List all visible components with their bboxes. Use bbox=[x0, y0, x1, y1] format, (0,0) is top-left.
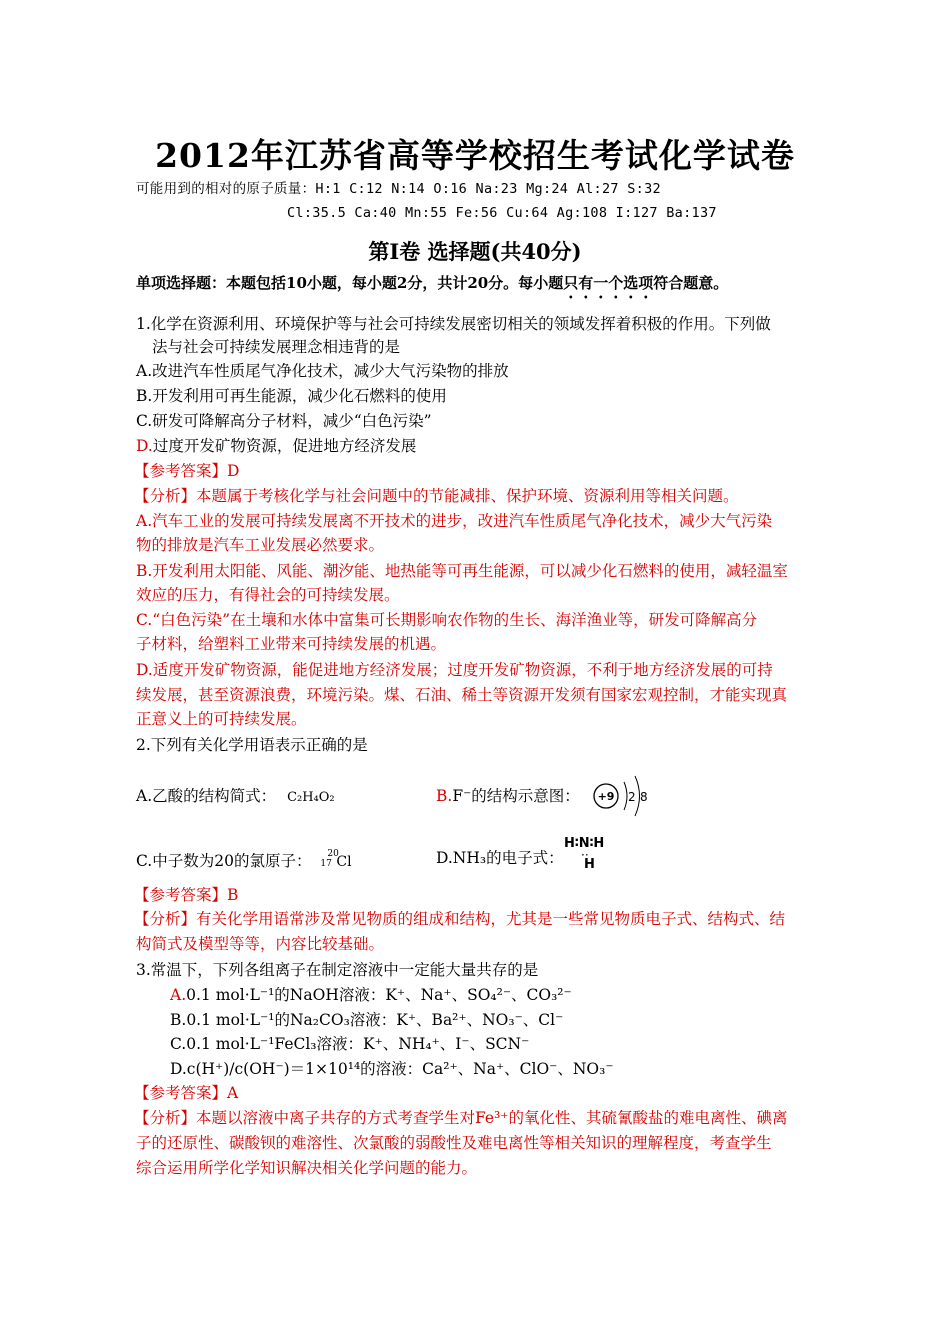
q3-option-b: B.0.1 mol·L⁻¹的Na₂CO₃溶液：K⁺、Ba²⁺、NO₃⁻、Cl⁻ bbox=[170, 1011, 564, 1029]
q1-answer: 【参考答案】D bbox=[134, 462, 240, 480]
q3-analysis-label: 【分析】 bbox=[134, 1109, 197, 1127]
q3-answer: 【参考答案】A bbox=[134, 1084, 239, 1102]
q1-option-a: A.改进汽车性质尾气净化技术，减少大气污染物的排放 bbox=[136, 362, 509, 380]
shell-arc-2 bbox=[635, 776, 640, 816]
q2-analysis-label: 【分析】 bbox=[134, 910, 197, 928]
q1-option-d bbox=[136, 434, 416, 458]
q1-explain-a-2: 物的排放是汽车工业发展必然要求。 bbox=[136, 536, 385, 554]
q2-option-c-text: C.中子数为20的氯原子： bbox=[136, 852, 312, 870]
section-title: 第I卷 选择题(共40分) bbox=[368, 239, 582, 264]
q1-explain-c-1: C.“白色污染”在土壤和水体中富集可长期影响农作物的生长、海洋渔业等，研发可降解高分 bbox=[136, 611, 758, 629]
q1-explain-c-2: 子材料，给塑料工业带来可持续发展的机遇。 bbox=[136, 635, 447, 653]
q1-stem-1: 1.化学在资源利用、环境保护等与社会可持续发展密切相关的领域发挥着积极的作用。下列做 bbox=[136, 315, 771, 333]
fluoride-structure-diagram bbox=[588, 772, 658, 820]
q3-option-c: C.0.1 mol·L⁻¹FeCl₃溶液：K⁺、NH₄⁺、I⁻、SCN⁻ bbox=[170, 1035, 530, 1053]
q1-analysis bbox=[134, 484, 739, 508]
q3-stem: 3.常温下，下列各组离子在制定溶液中一定能大量共存的是 bbox=[136, 961, 539, 979]
nh3-top-row: H∶N∶H bbox=[564, 836, 605, 851]
nuclide-symbol: Cl bbox=[336, 854, 352, 870]
nuclide-superscript: 20 bbox=[327, 849, 339, 859]
atomic-masses-line-1: 可能用到的相对的原子质量：H:1 C:12 N:14 O:16 Na:23 Mg:24 Al:27 S:32 bbox=[136, 181, 661, 197]
q2-option-b-letter: B. bbox=[436, 787, 453, 805]
q1-explain-b-2: 效应的压力，有得社会的可持续发展。 bbox=[136, 586, 400, 604]
q3-analysis-3: 综合运用所学化学知识解决相关化学问题的能力。 bbox=[136, 1159, 478, 1177]
q1-explain-d-3: 正意义上的可持续发展。 bbox=[136, 710, 307, 728]
shell-arc-1 bbox=[624, 782, 627, 810]
instruction-emphasis: 只有一个选项 bbox=[563, 274, 654, 292]
q3-analysis-2: 子的还原性、碳酸钡的难溶性、次氯酸的弱酸性及难电离性等相关知识的理解程度，考查学生 bbox=[136, 1134, 772, 1152]
q1-explain-b-1: B.开发利用太阳能、风能、潮汐能、地热能等可再生能源，可以减少化石燃料的使用，减轻温室 bbox=[136, 562, 788, 580]
instruction-suffix: 符合题意。 bbox=[653, 274, 729, 292]
q1-option-d-letter: D. bbox=[136, 437, 153, 455]
shell-2-count: 8 bbox=[640, 790, 648, 804]
nh3-electron-formula bbox=[564, 836, 624, 872]
q3-analysis-1 bbox=[134, 1106, 788, 1130]
q2-option-b bbox=[436, 784, 580, 808]
q1-explain-a-1: A.汽车工业的发展可持续发展离不开技术的进步，改进汽车性质尾气净化技术，减少大气污染 bbox=[136, 512, 773, 530]
page-title: 2012年江苏省高等学校招生考试化学试卷 bbox=[155, 136, 795, 175]
q2-answer: 【参考答案】B bbox=[134, 886, 239, 904]
q3-analysis-text: 本题以溶液中离子共存的方式考查学生对Fe³⁺的氧化性、其硫氰酸盐的难电离性、碘离 bbox=[196, 1109, 788, 1127]
shell-1-count: 2 bbox=[628, 790, 636, 804]
nuclide-subscript: 17 bbox=[320, 859, 332, 869]
q1-explain-d-1: D.适度开发矿物资源，能促进地方经济发展；过度开发矿物资源，不利于地方经济发展的可持 bbox=[136, 661, 773, 679]
atomic-masses-line-2: Cl:35.5 Ca:40 Mn:55 Fe:56 Cu:64 Ag:108 I:127 Ba:137 bbox=[287, 205, 717, 221]
q2-analysis-1 bbox=[134, 907, 785, 931]
nh3-dots: ·· bbox=[581, 848, 589, 862]
nh3-bottom-h: H bbox=[584, 857, 595, 872]
q1-option-b: B.开发利用可再生能源，减少化石燃料的使用 bbox=[136, 387, 447, 405]
q1-explain-d-2: 续发展，甚至资源浪费，环境污染。煤、石油、稀土等资源开发须有国家宏观控制，才能实现真 bbox=[136, 686, 788, 704]
q3-option-a-letter: A. bbox=[170, 986, 187, 1004]
q3-option-d: D.c(H⁺)/c(OH⁻)＝1×10¹⁴的溶液：Ca²⁺、Na⁺、ClO⁻、NO₃⁻ bbox=[170, 1060, 614, 1078]
nucleus-charge: +9 bbox=[597, 790, 615, 803]
q2-analysis-2: 构简式及模型等等，内容比较基础。 bbox=[136, 935, 385, 953]
q1-stem-2: 法与社会可持续发展理念相违背的是 bbox=[152, 338, 401, 356]
q2-option-a-text: A.乙酸的结构简式： bbox=[136, 787, 277, 805]
q2-option-d: D.NH₃的电子式： bbox=[436, 849, 564, 867]
q1-option-d-text: 过度开发矿物资源，促进地方经济发展 bbox=[152, 437, 417, 455]
nuclide-notation bbox=[320, 846, 339, 869]
q3-option-a bbox=[170, 983, 572, 1007]
q2-option-c bbox=[136, 846, 352, 874]
instruction bbox=[136, 271, 728, 302]
q2-option-a-formula: C₂H₄O₂ bbox=[287, 790, 335, 805]
q1-analysis-label: 【分析】 bbox=[134, 487, 197, 505]
q2-analysis-text: 有关化学用语常涉及常见物质的组成和结构，尤其是一些常见物质电子式、结构式、结 bbox=[196, 910, 786, 928]
q2-stem: 2.下列有关化学用语表示正确的是 bbox=[136, 736, 368, 754]
q1-option-c: C.研发可降解高分子材料，减少“白色污染” bbox=[136, 412, 432, 430]
q2-option-b-text: F⁻的结构示意图： bbox=[452, 787, 580, 805]
q3-option-a-text: 0.1 mol·L⁻¹的NaOH溶液：K⁺、Na⁺、SO₄²⁻、CO₃²⁻ bbox=[186, 986, 572, 1004]
instruction-prefix: 单项选择题：本题包括10小题，每小题2分，共计20分。每小题 bbox=[136, 274, 564, 292]
q2-option-a bbox=[136, 784, 335, 810]
q1-analysis-text: 本题属于考核化学与社会问题中的节能减排、保护环境、资源利用等相关问题。 bbox=[196, 487, 739, 505]
